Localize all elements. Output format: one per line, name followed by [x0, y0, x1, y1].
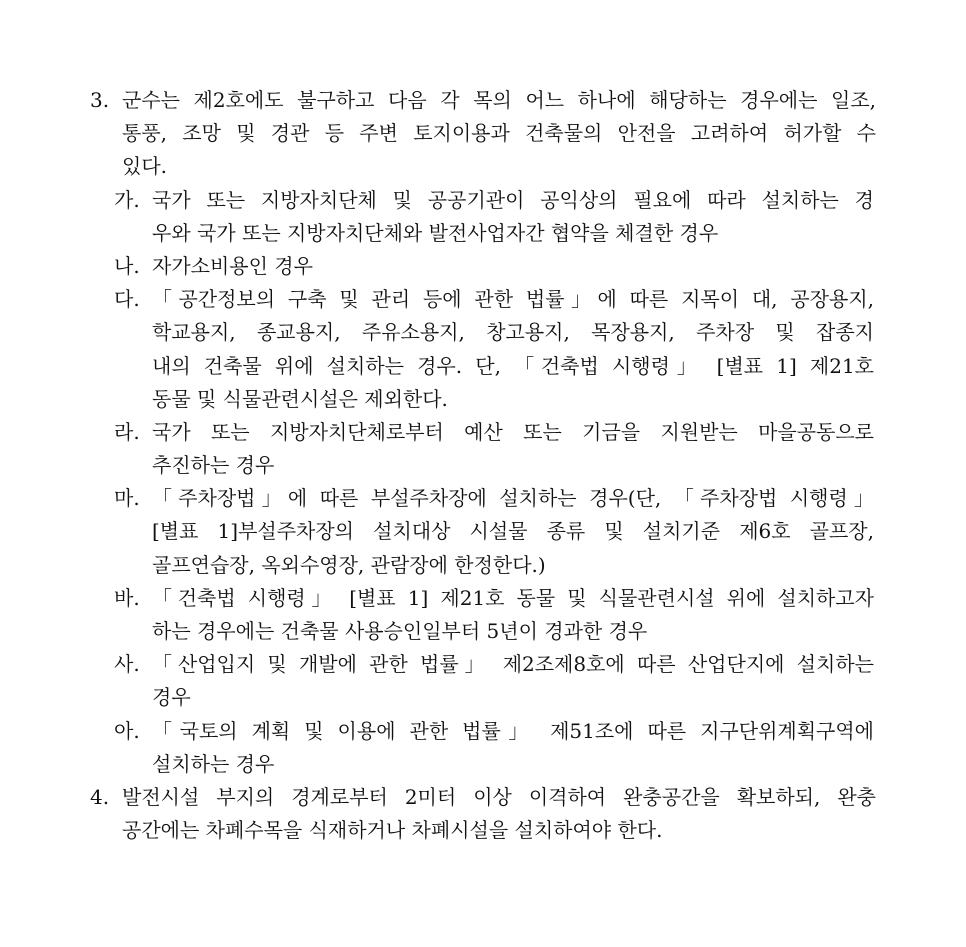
subitem-da-text-2: 학교용지, 종교용지, 주유소용지, 창고용지, 목장용지, 주차장 및 잡종지	[152, 320, 874, 345]
subitem-ga-text-1: 국가 또는 지방자치단체 및 공공기관이 공익상의 필요에 따라 설치하는 경	[152, 187, 874, 212]
item-4-line-2	[0, 814, 966, 847]
subitem-a-marker: 아.	[114, 718, 140, 743]
subitem-ra-text-1: 국가 또는 지방자치단체로부터 예산 또는 기금을 지원받는 마을공동으로	[152, 419, 874, 444]
subitem-ma-marker: 마.	[114, 486, 140, 511]
subitem-da-text-1: 「공간정보의 구축 및 관리 등에 관한 법률」에 따른 지목이 대, 공장용지,	[152, 287, 874, 312]
subitem-ba-marker: 바.	[114, 585, 140, 610]
subitem-ga-line-2	[0, 217, 966, 250]
subitem-sa-text-1: 「산업입지 및 개발에 관한 법률」 제2조제8호에 따른 산업단지에 설치하는	[152, 652, 874, 677]
subitem-da-line-4	[0, 383, 966, 416]
subitem-a-line-1	[0, 715, 966, 748]
subitem-ra-line-1	[0, 416, 966, 449]
item-3-marker: 3.	[90, 88, 110, 112]
subitem-ma-text-3: 골프연습장, 옥외수영장, 관람장에 한정한다.)	[152, 552, 546, 577]
subitem-sa-line-2	[0, 681, 966, 714]
subitem-ba-line-2	[0, 615, 966, 648]
subitem-sa-text-2: 경우	[152, 685, 191, 710]
subitem-da-line-1	[0, 283, 966, 316]
subitem-ra-text-2: 추진하는 경우	[152, 453, 275, 478]
subitem-ga-text-2: 우와 국가 또는 지방자치단체와 발전사업자간 협약을 체결한 경우	[152, 220, 719, 245]
item-4-marker: 4.	[90, 784, 110, 809]
subitem-sa-line-1	[0, 648, 966, 681]
subitem-ba-text-2: 하는 경우에는 건축물 사용승인일부터 5년이 경과한 경우	[152, 619, 648, 643]
subitem-ra-line-2	[0, 449, 966, 482]
item-3-text-3: 있다.	[122, 154, 167, 179]
subitem-a-text-1: 「국토의 계획 및 이용에 관한 법률」 제51조에 따른 지구단위계획구역에	[152, 718, 874, 743]
subitem-ba-line-1	[0, 582, 966, 615]
item-3-text-1: 군수는 제2호에도 불구하고 다음 각 목의 어느 하나에 해당하는 경우에는 일조,	[122, 88, 876, 112]
item-4-text-1: 발전시설 부지의 경계로부터 2미터 이상 이격하여 완충공간을 확보하되, 완충	[122, 784, 876, 809]
subitem-ma-text-1: 「주차장법」에 따른 부설주차장에 설치하는 경우(단, 「주차장법 시행령」	[152, 486, 874, 511]
item-4-text-2: 공간에는 차폐수목을 식재하거나 차폐시설을 설치하여야 한다.	[122, 818, 663, 843]
subitem-na-text-1: 자가소비용인 경우	[152, 253, 313, 278]
subitem-ma-line-3	[0, 549, 966, 582]
subitem-a-line-2	[0, 748, 966, 781]
subitem-ra-marker: 라.	[114, 419, 140, 444]
subitem-sa-marker: 사.	[114, 652, 140, 677]
item-3-line-2	[0, 117, 966, 150]
item-3-text-2: 통풍, 조망 및 경관 등 주변 토지이용과 건축물의 안전을 고려하여 허가할 수	[122, 121, 876, 146]
subitem-da-line-2	[0, 316, 966, 349]
subitem-na-line-1	[0, 250, 966, 283]
subitem-ga-line-1	[0, 184, 966, 217]
item-3-line-1	[0, 84, 966, 117]
document-body	[0, 84, 966, 847]
subitem-a-text-2: 설치하는 경우	[152, 751, 275, 776]
subitem-da-marker: 다.	[114, 287, 140, 312]
subitem-da-text-4: 동물 및 식물관련시설은 제외한다.	[152, 386, 448, 411]
subitem-ma-text-2: [별표 1]부설주차장의 설치대상 시설물 종류 및 설치기준 제6호 골프장,	[152, 519, 874, 544]
item-4-line-1	[0, 781, 966, 814]
subitem-ba-text-1: 「건축법 시행령」 [별표 1] 제21호 동물 및 식물관련시설 위에 설치하고자	[152, 585, 874, 610]
item-3-line-3	[0, 150, 966, 183]
subitem-da-text-3: 내의 건축물 위에 설치하는 경우. 단, 「건축법 시행령」 [별표 1] 제21호	[152, 353, 874, 378]
subitem-ma-line-2	[0, 515, 966, 548]
subitem-ma-line-1	[0, 482, 966, 515]
subitem-na-marker: 나.	[114, 253, 140, 278]
subitem-da-line-3	[0, 350, 966, 383]
subitem-ga-marker: 가.	[114, 187, 140, 212]
